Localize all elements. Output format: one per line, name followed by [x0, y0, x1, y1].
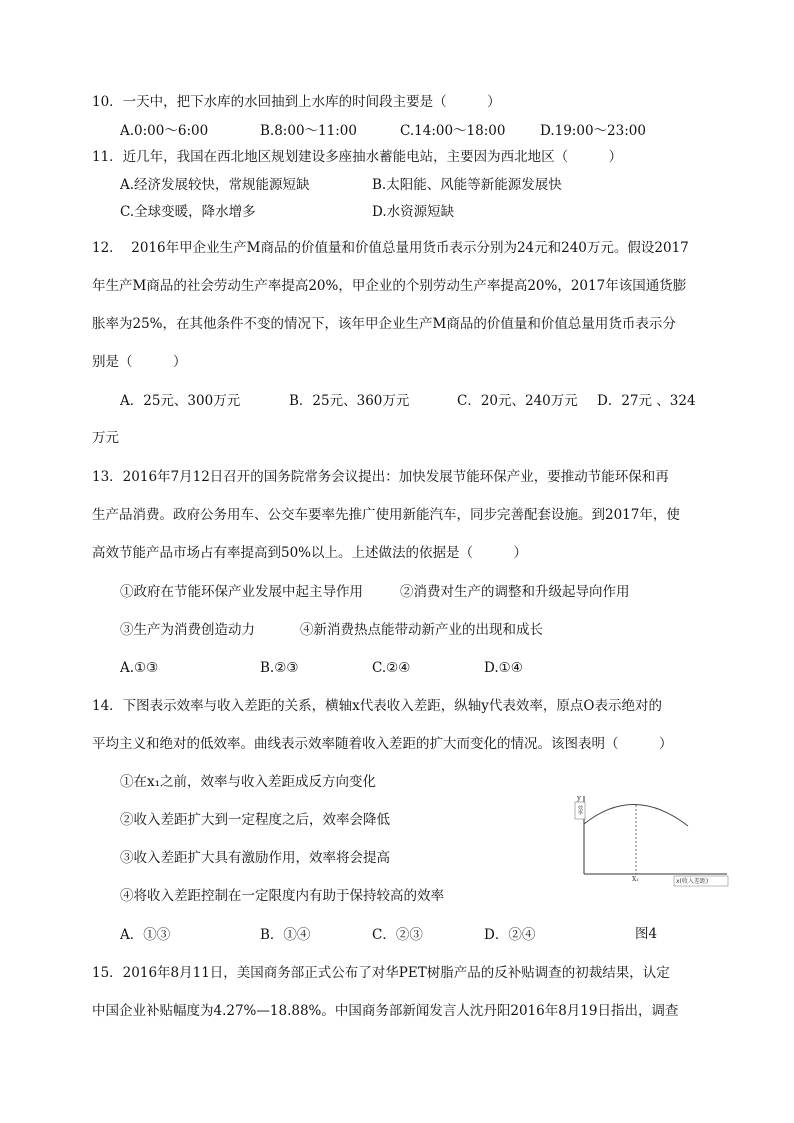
q13-option-a: A.①③ [120, 660, 159, 676]
q12-line-4: 别是（ ） [92, 354, 187, 370]
q11-option-a: A.经济发展较快，常规能源短缺 [120, 177, 310, 193]
q14-option-d: D．②④ [484, 927, 536, 943]
q14-option-c: C．②③ [372, 927, 423, 943]
q12-line-2: 年生产M商品的社会劳动生产率提高20%，甲企业的个别劳动生产率提高20%，2017年该国通货膨 [92, 278, 687, 294]
q12-option-d-continued: 万元 [92, 430, 119, 446]
q11-option-c: C.全球变暖，降水增多 [120, 204, 256, 220]
q12-line-3: 胀率为25%，在其他条件不变的情况下，该年甲企业生产M商品的价值量和价值总量用货币表示分 [92, 316, 676, 332]
figure-caption: 图4 [635, 926, 658, 942]
q14-statement-3: ③收入差距扩大具有激励作用，效率将会提高 [120, 850, 390, 866]
q13-statement-2: ②消费对生产的调整和升级起导向作用 [400, 584, 630, 600]
q13-statement-1: ①政府在节能环保产业发展中起主导作用 [120, 584, 363, 600]
q13-option-c: C.②④ [372, 660, 411, 676]
q11-option-b: B.太阳能、风能等新能源发展快 [372, 177, 562, 193]
x-axis-label: x(收入差距) [676, 878, 709, 885]
q10-option-c: C.14:00～18:00 [400, 123, 506, 139]
q13-line-3: 高效节能产品市场占有率提高到50%以上。上述做法的依据是（ ） [92, 545, 528, 561]
q12-line-1: 12． 2016年甲企业生产M商品的价值量和价值总量用货币表示分别为24元和240万元。假设2017 [92, 240, 689, 256]
q11-option-d: D.水资源短缺 [372, 204, 455, 220]
q10-stem: 10．一天中，把下水库的水回抽到上水库的时间段主要是（ ） [92, 94, 501, 110]
q14-option-b: B．①④ [260, 927, 311, 943]
q10-option-a: A.0:00～6:00 [120, 123, 209, 139]
q14-statement-2: ②收入差距扩大到一定程度之后，效率会降低 [120, 812, 390, 828]
q14-line-1: 14．下图表示效率与收入差距的关系，横轴x代表收入差距，纵轴y代表效率，原点O表示绝对的 [92, 698, 662, 714]
q13-line-2: 生产品消费。政府公务用车、公交车要率先推广使用新能汽车，同步完善配套设施。到2017年，使 [92, 507, 680, 523]
q11-stem: 11．近几年，我国在西北地区规划建设多座抽水蓄能电站，主要因为西北地区（ ） [92, 149, 623, 165]
q13-statement-3: ③生产为消费创造动力 [120, 622, 255, 638]
y-axis-letter: y [577, 794, 581, 802]
q14-statement-1: ①在x₁之前，效率与收入差距成反方向变化 [120, 774, 377, 790]
q13-statement-4: ④新消费热点能带动新产业的出现和成长 [300, 622, 543, 638]
q13-option-b: B.②③ [260, 660, 299, 676]
efficiency-income-figure [572, 790, 732, 890]
q10-option-b: B.8:00～11:00 [260, 123, 357, 139]
y-axis-label: 效率 [577, 805, 583, 815]
q12-option-c: C．20元、240万元 [457, 393, 578, 409]
q13-line-1: 13．2016年7月12日召开的国务院常务会议提出：加快发展节能环保产业，要推动节能环保和再 [92, 469, 669, 485]
q10-option-d: D.19:00～23:00 [540, 123, 646, 139]
q14-statement-4: ④将收入差距控制在一定限度内有助于保持较高的效率 [120, 888, 444, 904]
q12-option-b: B．25元、360万元 [289, 393, 410, 409]
figure-svg [572, 790, 732, 890]
q15-line-1: 15．2016年8月11日，美国商务部正式公布了对华PET树脂产品的反补贴调查的初裁结果，认定 [92, 965, 670, 981]
q13-option-d: D.①④ [484, 660, 523, 676]
q14-line-2: 平均主义和绝对的低效率。曲线表示效率随着收入差距的扩大而变化的情况。该图表明（ ） [92, 736, 673, 752]
q14-option-a: A．①③ [120, 927, 171, 943]
x1-label: X₁ [632, 876, 639, 883]
q15-line-2: 中国企业补贴幅度为4.27%—18.88%。中国商务部新闻发言人沈丹阳2016年8月19日指出，调查 [92, 1003, 679, 1019]
q12-option-d: D．27元 、324 [597, 393, 696, 409]
q12-option-a: A．25元、300万元 [120, 393, 241, 409]
